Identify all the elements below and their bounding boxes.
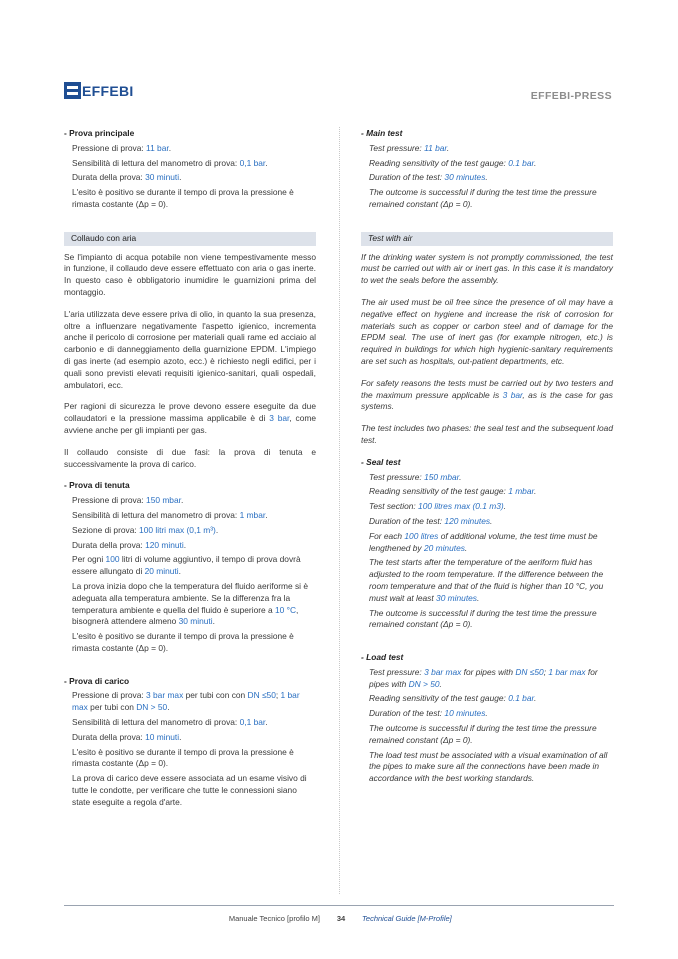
test-item: La prova inizia dopo che la temperatura del fluido aeriforme si è adeguata alla temperatura ambiente. Se la differenza fra la temperatura ambiente e quella del fluido è superiore a 10 °C, bisognerà attendere almeno 30 minuti. (72, 580, 309, 627)
test-item: Duration of the test: 10 minutes. (369, 708, 488, 719)
test-item: Per ogni 100 litri di volume aggiuntivo, il tempo di prova dovrà essere allungato di 20 minuti. (72, 554, 301, 577)
section-title-seal: - Prova di tenuta (64, 480, 130, 491)
test-item: Reading sensitivity of the test gauge: 0.1 bar. (369, 157, 537, 168)
test-item: Durata della prova: 120 minuti. (72, 539, 187, 550)
test-item: Test pressure: 150 mbar. (369, 471, 462, 482)
test-item: La prova di carico deve essere associata ad un esame visivo di tutte le condotte, per verificare che tutte le connessioni siano state eseguite a regola d'arte. (72, 773, 307, 807)
paragraph: If the drinking water system is not promptly commissioned, the test must be carried out with air or inert gas. In this case it is mandatory to wet the seals before the assembly. (361, 251, 613, 286)
test-item: L'esito è positivo se durante il tempo di prova la pressione è rimasta costante (Δp = 0). (72, 746, 294, 769)
test-item: The outcome is successful if during the test time the pressure remained constant (Δp = 0). (369, 723, 597, 745)
footer-left: Manuale Tecnico [profilo M] (228, 914, 320, 923)
test-item: Duration of the test: 30 minutes. (369, 172, 488, 183)
test-item: Sensibilità di lettura del manometro di prova: 0,1 bar. (72, 717, 268, 728)
column-divider (339, 127, 340, 894)
test-item: Pressione di prova: 11 bar. (72, 142, 172, 153)
english-column (361, 128, 613, 788)
main-test-items (361, 143, 613, 211)
effebi-logo (64, 82, 134, 99)
brand-header: EFFEBI-PRESS (530, 90, 612, 102)
paragraph: The test includes two phases: the seal test and the subsequent load test. (361, 423, 613, 445)
italian-column (64, 128, 316, 812)
test-item: Reading sensitivity of the test gauge: 0.1 bar. (369, 693, 537, 704)
test-item: The outcome is successful if during the test time the pressure remained constant (Δp = 0). (369, 607, 597, 630)
test-item: The test starts after the temperature of the aeriform fluid has adjusted to the room temperature. If the difference between the room temperature and that of the fluid is higher than 10 °C, you must wait at least 30 minutes. (369, 557, 604, 603)
test-item: Durata della prova: 30 minuti. (72, 172, 182, 183)
test-item: Durata della prova: 10 minuti. (72, 731, 182, 742)
test-item: For each 100 litres of additional volume, the test time must be lengthened by 20 minutes. (369, 530, 598, 553)
paragraph: L'aria utilizzata deve essere priva di olio, in quanto la sua presenza, oltre a influenzare negativamente l'aspetto igienico, incrementa anche il pericolo di corrosione per materiali quali rame ed acciaio al carbonio e di danneggiamento della guarnizione EPDM. L'impiego di gas inerte (ad esempio azoto, ecc.) è richiesto negli edifici, per i quali sono previsti elevati requisiti igienico-sanitari, quali ospedali, ambulatori, ecc. (64, 308, 316, 390)
page-number: 34 (336, 914, 346, 923)
test-item: Reading sensitivity of the test gauge: 1 mbar. (369, 486, 537, 497)
test-item: The load test must be associated with a visual examination of all the pipes to make sure all the connections have been made in accordance with the best working standards. (369, 749, 608, 784)
test-item: Pressione di prova: 150 mbar. (72, 495, 184, 506)
paragraph: Il collaudo consiste di due fasi: la prova di tenuta e successivamente la prova di carico. (64, 446, 316, 469)
test-item: Sezione di prova: 100 litri max (0,1 m³). (72, 524, 219, 535)
footer-rule (64, 905, 614, 906)
section-title-load: - Load test (361, 652, 404, 663)
paragraph: Se l'impianto di acqua potabile non viene tempestivamente messo in funzione, il collaudo deve essere effettuato con aria o gas inerte. In questo caso è obbligatorio inumidire le guarnizioni prima del montaggio. (64, 251, 316, 297)
load-test-items (361, 667, 613, 785)
section-band-air: Collaudo con aria (64, 232, 316, 246)
test-item: Test section: 100 litres max (0.1 m3). (369, 501, 507, 512)
main-test-items (64, 143, 316, 211)
footer-right: Technical Guide [M-Profile] (362, 914, 452, 923)
test-item: Pressione di prova: 3 bar max per tubi con con DN ≤50; 1 bar max per tubi con DN > 50. (72, 690, 300, 713)
section-title-load: - Prova di carico (64, 675, 130, 686)
paragraph: Per ragioni di sicurezza le prove devono essere eseguite da due collaudatori e la pressione massima applicabile è di 3 bar, come avviene anche per gli impianti per gas. (64, 401, 316, 435)
seal-test-items (64, 495, 316, 655)
load-test-items (64, 690, 316, 808)
section-band-air: Test with air (361, 232, 613, 246)
test-item: L'esito è positivo se durante il tempo di prova la pressione è rimasta costante (Δp = 0). (72, 187, 294, 209)
logo-text: EFFEBI (82, 82, 134, 99)
section-title-main: - Main test (361, 128, 403, 138)
effebi-logo-mark-icon (64, 82, 81, 99)
test-item: Duration of the test: 120 minutes. (369, 515, 493, 526)
test-item: The outcome is successful if during the test time the pressure remained constant (Δp = 0). (369, 187, 597, 209)
paragraph: For safety reasons the tests must be carried out by two testers and the maximum pressure applicable is 3 bar, as is the case for gas systems. (361, 377, 613, 412)
test-item: Test pressure: 11 bar. (369, 142, 450, 153)
test-item: Sensibilità di lettura del manometro di prova: 1 mbar. (72, 509, 268, 520)
test-item: L'esito è positivo se durante il tempo di prova la pressione è rimasta costante (Δp = 0). (72, 631, 294, 653)
test-item: Test pressure: 3 bar max for pipes with DN ≤50; 1 bar max for pipes with DN > 50. (369, 666, 598, 689)
paragraph: The air used must be oil free since the presence of oil may have a negative effect on hygiene and increase the risk of corrosion for materials such as copper or carbon steel and of damage for the EPDM seal. The use of inert gas (for example nitrogen, etc.) is required in buildings for which high hygienic-sanitary requirements are set such as hospitals, out-patient departments, etc. (361, 296, 613, 366)
test-item: Sensibilità di lettura del manometro di prova: 0,1 bar. (72, 157, 268, 168)
section-title-seal: - Seal test (361, 456, 401, 467)
section-title-main: - Prova principale (64, 128, 135, 138)
seal-test-items (361, 472, 613, 632)
